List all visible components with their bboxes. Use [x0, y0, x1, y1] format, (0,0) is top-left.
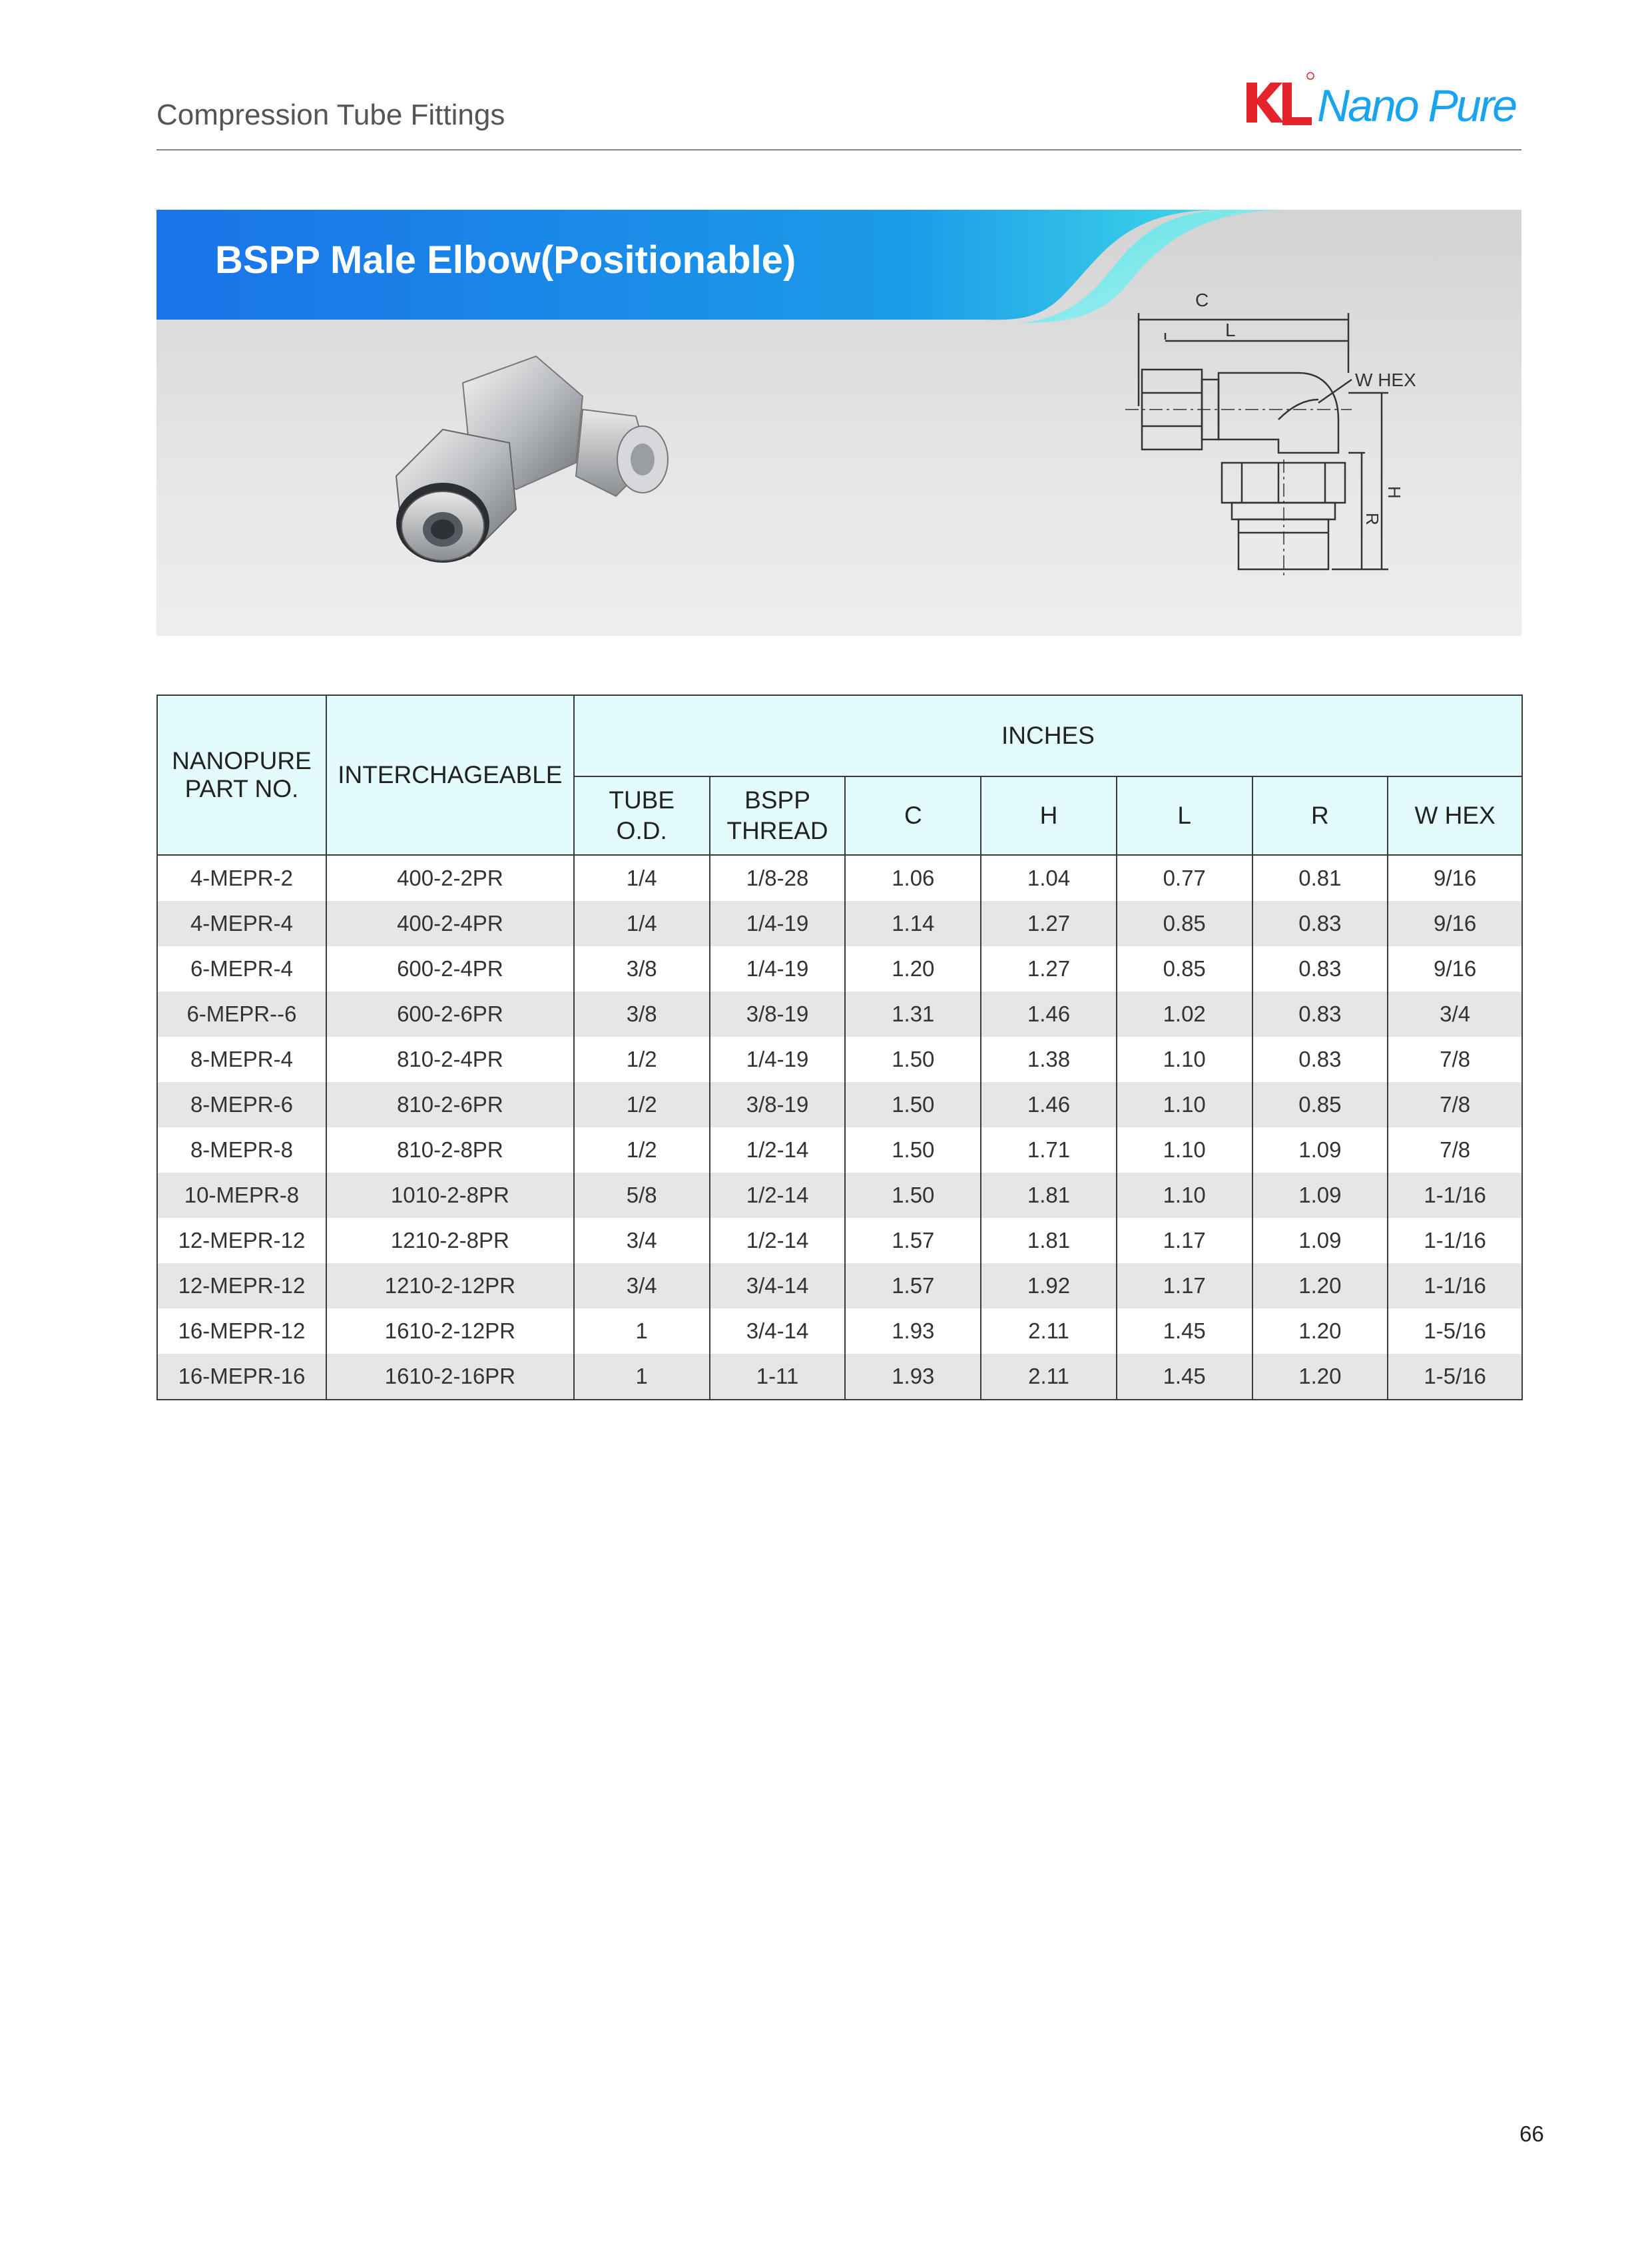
- cell-h: 1.71: [981, 1127, 1117, 1173]
- cell-l: 1.10: [1117, 1127, 1252, 1173]
- dim-label-w-hex: W HEX: [1355, 370, 1416, 390]
- cell-part-no: 6-MEPR-4: [157, 946, 326, 991]
- cell-part-no: 8-MEPR-8: [157, 1127, 326, 1173]
- cell-c: 1.50: [845, 1037, 981, 1082]
- cell-w-hex: 1-1/16: [1388, 1173, 1522, 1218]
- table-row: [157, 1218, 1522, 1263]
- product-banner: [156, 210, 1521, 636]
- cell-part-no: 10-MEPR-8: [157, 1173, 326, 1218]
- cell-interchangeable: 1610-2-16PR: [326, 1354, 574, 1400]
- cell-h: 1.27: [981, 946, 1117, 991]
- cell-l: 1.45: [1117, 1308, 1252, 1354]
- cell-bspp-thread: 3/4-14: [710, 1263, 846, 1308]
- cell-tube-od: 3/4: [574, 1263, 710, 1308]
- cell-interchangeable: 1010-2-8PR: [326, 1173, 574, 1218]
- cell-part-no: 12-MEPR-12: [157, 1218, 326, 1263]
- cell-tube-od: 1: [574, 1354, 710, 1400]
- cell-l: 1.10: [1117, 1037, 1252, 1082]
- cell-h: 1.81: [981, 1173, 1117, 1218]
- table-row: [157, 991, 1522, 1037]
- cell-interchangeable: 1210-2-8PR: [326, 1218, 574, 1263]
- dimension-table: [156, 695, 1523, 1400]
- cell-w-hex: 9/16: [1388, 855, 1522, 901]
- table-row: [157, 855, 1522, 901]
- cell-w-hex: 1-5/16: [1388, 1308, 1522, 1354]
- cell-bspp-thread: 1/4-19: [710, 901, 846, 946]
- cell-w-hex: 7/8: [1388, 1127, 1522, 1173]
- cell-r: 0.83: [1252, 901, 1388, 946]
- cell-r: 1.09: [1252, 1218, 1388, 1263]
- table-row: [157, 946, 1522, 991]
- dim-label-c: C: [1195, 290, 1209, 310]
- cell-tube-od: 1/4: [574, 855, 710, 901]
- cell-bspp-thread: 1/2-14: [710, 1127, 846, 1173]
- cell-tube-od: 1/2: [574, 1127, 710, 1173]
- cell-r: 1.09: [1252, 1173, 1388, 1218]
- product-title: BSPP Male Elbow(Positionable): [215, 238, 796, 282]
- cell-bspp-thread: 1-11: [710, 1354, 846, 1400]
- cell-interchangeable: 1210-2-12PR: [326, 1263, 574, 1308]
- kl-logo-mark-icon: [1244, 69, 1317, 136]
- cell-h: 1.46: [981, 991, 1117, 1037]
- cell-w-hex: 7/8: [1388, 1082, 1522, 1127]
- table-row: [157, 901, 1522, 946]
- cell-tube-od: 1/2: [574, 1037, 710, 1082]
- table-row: [157, 1308, 1522, 1354]
- cell-l: 0.85: [1117, 901, 1252, 946]
- cell-interchangeable: 600-2-4PR: [326, 946, 574, 991]
- cell-r: 0.85: [1252, 1082, 1388, 1127]
- cell-part-no: 4-MEPR-4: [157, 901, 326, 946]
- table-row: [157, 1082, 1522, 1127]
- table-body: [157, 855, 1522, 1400]
- cell-bspp-thread: 1/2-14: [710, 1173, 846, 1218]
- cell-interchangeable: 400-2-2PR: [326, 855, 574, 901]
- cell-r: 0.83: [1252, 991, 1388, 1037]
- cell-r: 0.81: [1252, 855, 1388, 901]
- cell-part-no: 4-MEPR-2: [157, 855, 326, 901]
- cell-tube-od: 1/2: [574, 1082, 710, 1127]
- nanopure-logo: [1244, 69, 1537, 136]
- cell-h: 1.81: [981, 1218, 1117, 1263]
- cell-w-hex: 1-1/16: [1388, 1263, 1522, 1308]
- header-interchangeable: INTERCHAGEABLE: [326, 695, 574, 855]
- dimension-drawing: [1125, 286, 1485, 593]
- table-row: [157, 1127, 1522, 1173]
- cell-l: 0.85: [1117, 946, 1252, 991]
- cell-interchangeable: 400-2-4PR: [326, 901, 574, 946]
- page-number: 66: [1519, 2121, 1544, 2146]
- cell-c: 1.50: [845, 1127, 981, 1173]
- cell-part-no: 8-MEPR-6: [157, 1082, 326, 1127]
- header-l: L: [1117, 776, 1252, 855]
- cell-c: 1.50: [845, 1173, 981, 1218]
- cell-w-hex: 3/4: [1388, 991, 1522, 1037]
- cell-l: 1.45: [1117, 1354, 1252, 1400]
- table-row: [157, 1354, 1522, 1400]
- logo-wordmark: Nano Pure: [1317, 81, 1516, 131]
- fitting-photo: [383, 343, 689, 596]
- dim-label-h: H: [1384, 486, 1404, 499]
- cell-bspp-thread: 3/8-19: [710, 1082, 846, 1127]
- cell-part-no: 12-MEPR-12: [157, 1263, 326, 1308]
- cell-r: 0.83: [1252, 946, 1388, 991]
- cell-tube-od: 1/4: [574, 901, 710, 946]
- cell-tube-od: 5/8: [574, 1173, 710, 1218]
- table-row: [157, 1037, 1522, 1082]
- cell-h: 1.46: [981, 1082, 1117, 1127]
- cell-bspp-thread: 1/4-19: [710, 1037, 846, 1082]
- cell-c: 1.50: [845, 1082, 981, 1127]
- header-w-hex: W HEX: [1388, 776, 1522, 855]
- cell-r: 1.20: [1252, 1354, 1388, 1400]
- cell-l: 1.02: [1117, 991, 1252, 1037]
- cell-bspp-thread: 1/8-28: [710, 855, 846, 901]
- cell-interchangeable: 810-2-8PR: [326, 1127, 574, 1173]
- header-r: R: [1252, 776, 1388, 855]
- table-row: [157, 1263, 1522, 1308]
- cell-bspp-thread: 3/4-14: [710, 1308, 846, 1354]
- header-h: H: [981, 776, 1117, 855]
- cell-r: 1.20: [1252, 1263, 1388, 1308]
- header-bspp-thread: BSPP THREAD: [710, 776, 846, 855]
- cell-l: 1.10: [1117, 1082, 1252, 1127]
- cell-interchangeable: 1610-2-12PR: [326, 1308, 574, 1354]
- cell-l: 1.17: [1117, 1263, 1252, 1308]
- cell-interchangeable: 600-2-6PR: [326, 991, 574, 1037]
- header-part-no: NANOPURE PART NO.: [157, 695, 326, 855]
- cell-r: 1.20: [1252, 1308, 1388, 1354]
- cell-part-no: 16-MEPR-12: [157, 1308, 326, 1354]
- cell-part-no: 6-MEPR--6: [157, 991, 326, 1037]
- table-row: [157, 1173, 1522, 1218]
- cell-c: 1.57: [845, 1218, 981, 1263]
- cell-h: 2.11: [981, 1308, 1117, 1354]
- cell-l: 0.77: [1117, 855, 1252, 901]
- cell-part-no: 8-MEPR-4: [157, 1037, 326, 1082]
- cell-c: 1.93: [845, 1354, 981, 1400]
- cell-r: 0.83: [1252, 1037, 1388, 1082]
- cell-bspp-thread: 1/2-14: [710, 1218, 846, 1263]
- cell-part-no: 16-MEPR-16: [157, 1354, 326, 1400]
- cell-h: 1.04: [981, 855, 1117, 901]
- cell-c: 1.20: [845, 946, 981, 991]
- cell-l: 1.17: [1117, 1218, 1252, 1263]
- cell-w-hex: 9/16: [1388, 946, 1522, 991]
- cell-h: 1.92: [981, 1263, 1117, 1308]
- header-tube-od: TUBE O.D.: [574, 776, 710, 855]
- cell-h: 1.27: [981, 901, 1117, 946]
- cell-w-hex: 1-5/16: [1388, 1354, 1522, 1400]
- cell-r: 1.09: [1252, 1127, 1388, 1173]
- section-title: Compression Tube Fittings: [156, 99, 505, 131]
- cell-w-hex: 9/16: [1388, 901, 1522, 946]
- cell-interchangeable: 810-2-6PR: [326, 1082, 574, 1127]
- cell-w-hex: 1-1/16: [1388, 1218, 1522, 1263]
- cell-bspp-thread: 1/4-19: [710, 946, 846, 991]
- dim-label-l: L: [1225, 320, 1236, 340]
- cell-c: 1.57: [845, 1263, 981, 1308]
- cell-h: 1.38: [981, 1037, 1117, 1082]
- cell-l: 1.10: [1117, 1173, 1252, 1218]
- header-divider: [156, 149, 1521, 150]
- cell-tube-od: 3/8: [574, 946, 710, 991]
- cell-tube-od: 3/4: [574, 1218, 710, 1263]
- dim-label-r: R: [1362, 513, 1382, 525]
- cell-c: 1.06: [845, 855, 981, 901]
- cell-c: 1.93: [845, 1308, 981, 1354]
- cell-bspp-thread: 3/8-19: [710, 991, 846, 1037]
- header-inches: INCHES: [574, 695, 1522, 776]
- header-c: C: [845, 776, 981, 855]
- cell-c: 1.14: [845, 901, 981, 946]
- cell-tube-od: 1: [574, 1308, 710, 1354]
- cell-tube-od: 3/8: [574, 991, 710, 1037]
- cell-interchangeable: 810-2-4PR: [326, 1037, 574, 1082]
- cell-c: 1.31: [845, 991, 981, 1037]
- cell-w-hex: 7/8: [1388, 1037, 1522, 1082]
- cell-h: 2.11: [981, 1354, 1117, 1400]
